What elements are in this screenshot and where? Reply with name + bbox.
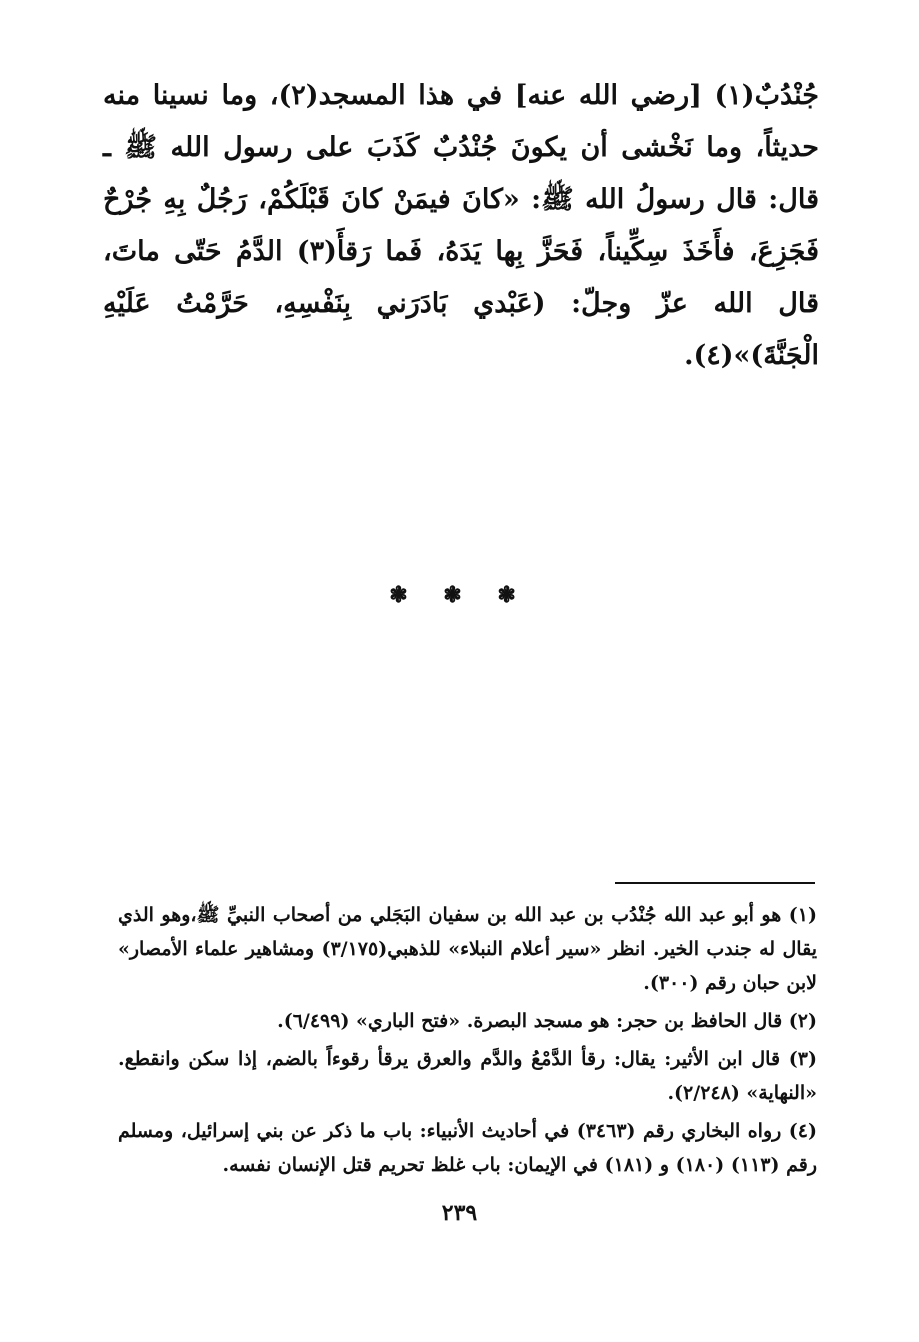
footnote-number: (٢) bbox=[788, 1010, 817, 1032]
footnote-text: هو أبو عبد الله جُنْدُب بن عبد الله بن سفيان البَجَلي من أصحاب النبيِّ ﷺ،وهو الذي يقال له جندب الخير. انظر «سير أعلام النبلاء» للذهبي(٣/١٧٥) ومشاهير علماء الأمصار» لابن حبان رقم (٣٠٠). bbox=[118, 904, 817, 994]
footnote-text: قال ابن الأثير: يقال: رقأ الدَّمْعُ والدَّم والعرق يرقأ رقوءاً بالضم، إذا سكن وانقطع. «النهاية» (٢/٢٤٨). bbox=[118, 1048, 817, 1104]
footnote-number: (٣) bbox=[788, 1048, 817, 1070]
footnote-text: قال الحافظ بن حجر: هو مسجد البصرة. «فتح الباري» (٦/٤٩٩). bbox=[277, 1010, 783, 1032]
footnote-number: (١) bbox=[788, 904, 817, 926]
footnote-2 bbox=[118, 1004, 817, 1038]
page-number: ٢٣٩ bbox=[441, 1200, 478, 1226]
footnote-3 bbox=[118, 1042, 817, 1110]
footnote-text: رواه البخاري رقم (٣٤٦٣) في أحاديث الأنبياء: باب ما ذكر عن بني إسرائيل، ومسلم رقم (١١٣) (١٨٠) و (١٨١) في الإيمان: باب غلظ تحريم قتل الإنسان نفسه. bbox=[118, 1120, 817, 1176]
hadith-paragraph: جُنْدُبٌ(١) [رضي الله عنه] في هذا المسجد(٢)، وما نسينا منه حديثاً، وما نَخْشى أن يكونَ جُنْدُبٌ كَذَبَ على رسول الله ﷺ ـ قال: قال رسولُ الله ﷺ: «كانَ فيمَنْ كانَ قَبْلَكُمْ، رَجُلٌ بِهِ جُرْحٌ فَجَزِعَ، فأَخَذَ سِكِّيناً، فَحَزَّ بِها يَدَهُ، فَما رَقأَ(٣) الدَّمُ حَتّى ماتَ، قال الله عزّ وجلّ: (عَبْدي بَادَرَني بِنَفْسِهِ، حَرَّمْتُ عَلَيْهِ الْجَنَّةَ)»(٤). bbox=[103, 80, 819, 371]
footnote-4 bbox=[118, 1114, 817, 1182]
footnotes-block bbox=[118, 898, 817, 1186]
footnote-number: (٤) bbox=[788, 1120, 817, 1142]
main-text-block bbox=[103, 70, 819, 382]
footnote-divider bbox=[615, 882, 815, 884]
section-separator: ❃ ❃ ❃ bbox=[389, 582, 530, 608]
footnote-1 bbox=[118, 898, 817, 1000]
